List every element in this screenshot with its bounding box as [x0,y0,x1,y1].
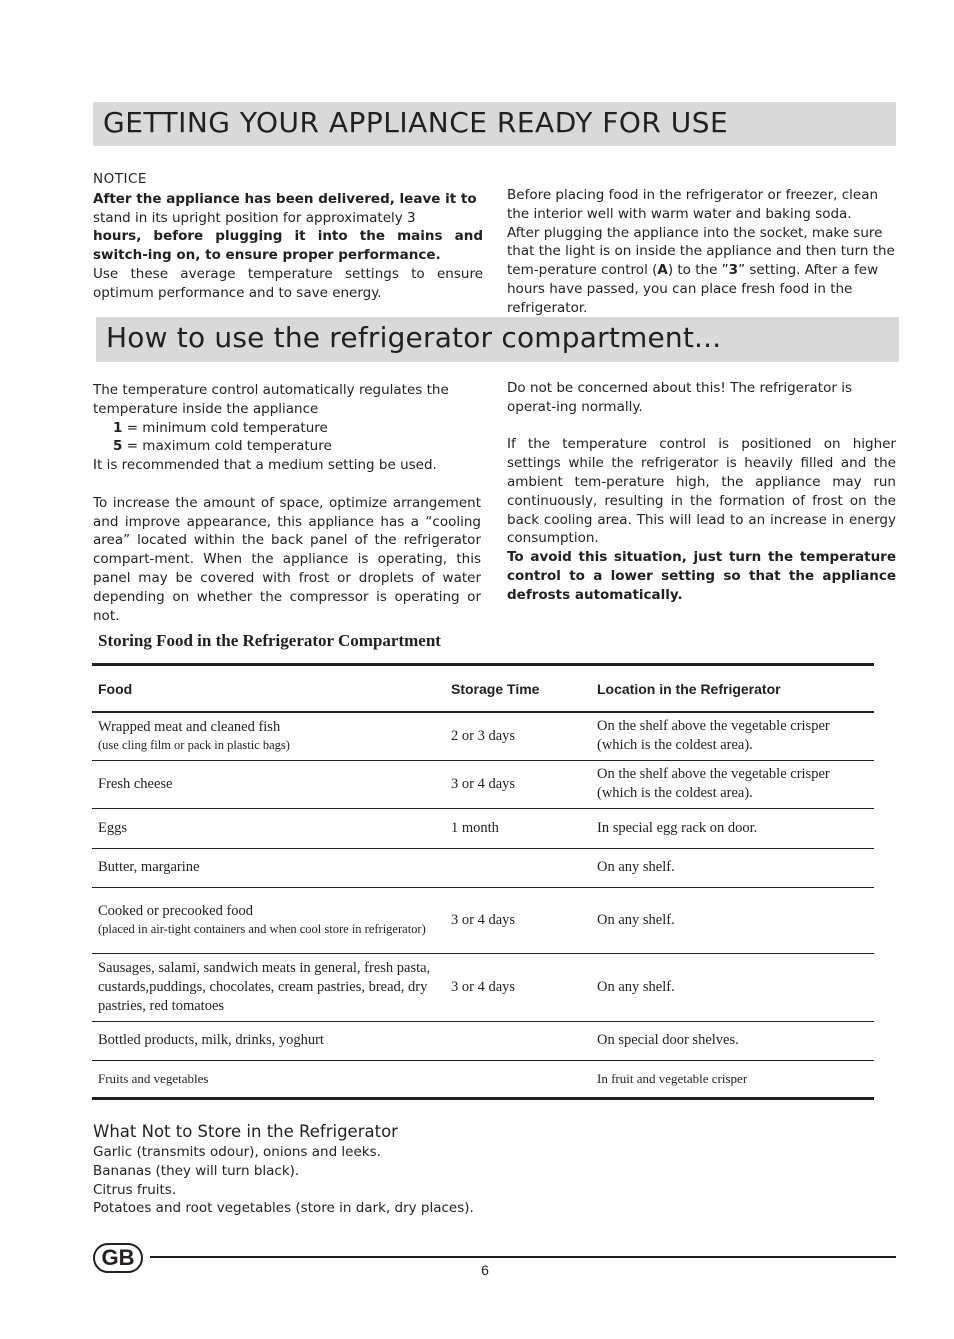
notice-text-bold-a: After the appliance has been delivered, leave it to [93,190,477,207]
table-row [92,760,874,808]
normal-operation-text: Do not be concerned about this! The refrigerator is operat-ing normally. [507,380,852,415]
notice-text-bold-b: hours, before plugging it into the mains and switch-ing on, to ensure proper performance. [93,228,483,264]
header-storage-time: Storage Time [445,665,591,713]
food-cell: Fruits and vegetables [98,1071,209,1086]
food-cell: Eggs [92,808,445,848]
table-row [92,712,874,760]
recommend-text: It is recommended that a medium setting be used. [93,457,437,474]
not-store-title: What Not to Store in the Refrigerator [93,1122,398,1141]
food-cell: Butter, margarine [92,848,445,887]
plug-in-text: After plugging the appliance into the socket, make sure that the light is on inside the appliance and then turn the tem-perature control (A) to the ”3” setting. After a few hours have passed, you can place fresh food in the refrigerator. [507,224,895,316]
food-cell: Fresh cheese [92,760,445,808]
location-cell: On any shelf. [591,953,874,1021]
section-banner-getting-ready [93,102,896,146]
time-cell: 3 or 4 days [445,953,591,1021]
table-row [92,848,874,887]
location-cell: On any shelf. [591,848,874,887]
food-cell: Sausages, salami, sandwich meats in general, fresh pasta, custards,puddings, chocolates, cream pastries, bread, dry pastries, red tomatoes [92,953,445,1021]
footer-rule [150,1256,896,1258]
storage-table [92,663,874,1100]
defrost-advice-text: To avoid this situation, just turn the temperature control to a lower setting so that the appliance defrosts automatically. [507,549,896,603]
country-badge: GB [93,1243,143,1273]
location-cell: On the shelf above the vegetable crisper (which is the coldest area). [591,712,874,760]
table-row [92,808,874,848]
list-item: Citrus fruits. [93,1181,177,1198]
time-cell [445,848,591,887]
notice-text-energy: Use these average temperature settings to ensure optimum performance and to save energy. [93,265,483,301]
section-title: How to use the refrigerator compartment... [106,321,722,354]
location-cell: In special egg rack on door. [591,808,874,848]
control-letter: A [657,262,668,279]
list-item: Potatoes and root vegetables (store in dark, dry places). [93,1200,474,1217]
food-cell: Bottled products, milk, drinks, yoghurt [92,1021,445,1060]
time-cell: 2 or 3 days [445,712,591,760]
setting-number: 3 [728,262,739,279]
cooling-area-text: To increase the amount of space, optimize arrangement and improve appearance, this appliance has a “cooling area” located within the back panel of the refrigerator compart-ment. When the appliance is operating, this panel may be covered with frost or droplets of water depending on whether the compressor is operating or not. [93,494,481,624]
food-cell: Cooked or precooked food (placed in air-tight containers and when cool store in refrigerator) [92,887,445,953]
temperature-column [93,381,481,625]
setting-min: 1 = minimum cold temperature [113,419,328,436]
notice-text-light: stand in its upright position for approximately 3 [93,209,416,226]
not-store-list [93,1143,474,1218]
notice-column [93,170,483,303]
location-cell: In fruit and vegetable crisper [597,1071,748,1086]
section-banner-refrigerator-use [96,317,899,362]
list-item: Garlic (transmits odour), onions and leeks. [93,1144,381,1160]
table-row [92,887,874,953]
table-header-row [92,665,874,713]
time-cell [445,1060,591,1098]
clean-interior-text: Before placing food in the refrigerator or freezer, clean the interior well with warm water and baking soda. [507,187,879,222]
header-location: Location in the Refrigerator [591,665,874,713]
temperature-intro: The temperature control automatically regulates the temperature inside the appliance [93,382,449,417]
not-store-section [93,1121,474,1218]
notice-heading: NOTICE [93,171,147,187]
time-cell: 3 or 4 days [445,887,591,953]
time-cell: 1 month [445,808,591,848]
continuous-running-text: If the temperature control is positioned on higher settings while the refrigerator is heavily filled and the ambient tem-perature high, the appliance may run continuously, resulting in the formation of frost on the back cooling area. This will lead to an increase in energy consumption. [507,436,896,547]
table-row [92,1060,874,1098]
location-cell: On special door shelves. [591,1021,874,1060]
food-cell: Wrapped meat and cleaned fish (use cling film or pack in plastic bags) [92,712,445,760]
frost-column [507,379,896,605]
table-title: Storing Food in the Refrigerator Compartment [98,631,441,650]
page-number: 6 [481,1262,489,1278]
time-cell [445,1021,591,1060]
preparation-column [507,186,896,318]
section-title: GETTING YOUR APPLIANCE READY FOR USE [103,106,729,139]
location-cell: On the shelf above the vegetable crisper (which is the coldest area). [591,760,874,808]
time-cell: 3 or 4 days [445,760,591,808]
table-row [92,953,874,1021]
list-item: Bananas (they will turn black). [93,1162,300,1179]
table-row [92,1021,874,1060]
location-cell: On any shelf. [591,887,874,953]
header-food: Food [92,665,445,713]
setting-max: 5 = maximum cold temperature [113,438,332,455]
